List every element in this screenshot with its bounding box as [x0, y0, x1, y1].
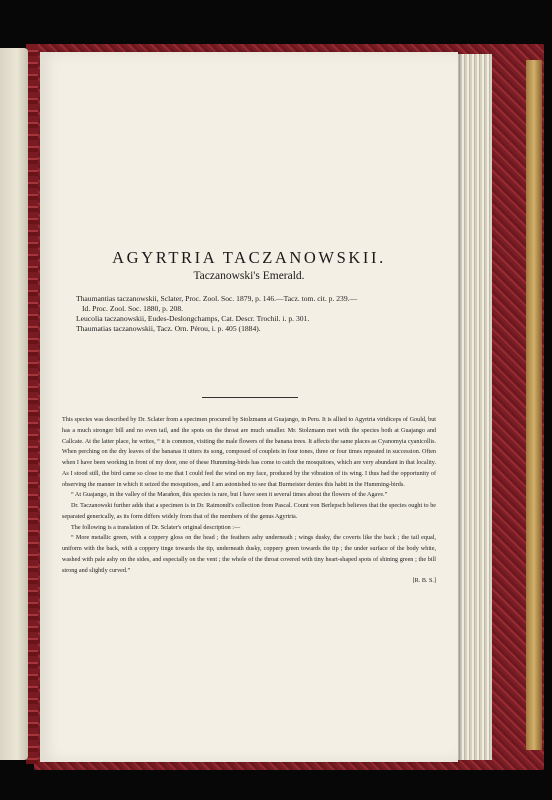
paragraph: The following is a translation of Dr. Sclater's original description :—	[71, 524, 241, 531]
signature-row	[62, 576, 436, 587]
body-text	[62, 415, 436, 587]
common-name: Taczanowski's Emerald.	[193, 270, 305, 282]
divider-rule	[202, 397, 298, 398]
gilt-edge	[526, 60, 542, 750]
author-signature: [R. B. S.]	[412, 578, 436, 585]
paragraph: Dr. Taczanowski further adds that a specimen is in Dr. Raimondi's collection from Pascal. Count von Berlepsch believes that the species ought to be separated generically, as its form differs widely from that of the members of the genus Agyrtria.	[62, 503, 436, 520]
synonym-line: Leucolia taczanowskii, Eudes-Deslongchamps, Cat. Descr. Trochil. i. p. 301.	[76, 314, 310, 323]
book-page	[40, 52, 458, 762]
paragraph: This species was described by Dr. Sclater from a specimen procured by Stolzmann at Guajango, in Peru. It is allied to Agyrtria viridiceps of Gould, but has a much stronger bill and no even tail, and the spots on the throat are much smaller. Mr. Stolzmann met with the species both at Guajango and Callcate. At the latter place, he writes, “ it is common, visiting the male flowers of the banana trees. It affects the same places as Cyanomyia cyanicollis. When perching on the dry leaves of the bananas it utters its song, composed of couplets in four tones, three or four times repeated in succession. Often when I have been working in front of my door, one of these Humming-birds has come to catch the mosquitoes, which are very abundant in that locality. As I stood still, the bird came so close to me that I could feel the wind on my face, produced by the vibration of its wing. I thus had the opportunity of observing the manner in which it seized the mosquitoes, and I am astonished to see that Burmeister denies this habit in the Humming-birds.	[62, 417, 436, 488]
synonym-line: Thaumatias taczanowskii, Tacz. Orn. Pérou, i. p. 405 (1884).	[76, 324, 261, 333]
paragraph: “ At Guajango, in the valley of the Marañon, this species is rare, but I have seen it several times about the flowers of the Agave.”	[71, 492, 388, 499]
left-page-edge	[0, 48, 28, 760]
paragraph: “ More metallic green, with a coppery gloss on the head ; the feathers ashy underneath ; wings dusky, the coverts like the back ; the tail equal, uniform with the back, with a coppery tinge towards the tip, underneath dusky, coppery green towards the tip ; the under surface of the body white, washed with pale ashy on the sides, and especially on the vent ; the whole of the throat covered with tiny heart-shaped spots of shining green ; the bill strong and slightly curved.”	[62, 535, 436, 574]
synonym-line: Thaumantias taczanowskii, Sclater, Proc. Zool. Soc. 1879, p. 146.—Tacz. tom. cit. p. 239.—	[76, 294, 358, 303]
species-title: AGYRTRIA TACZANOWSKII.	[112, 248, 386, 267]
synonym-line: Id. Proc. Zool. Soc. 1880, p. 208.	[82, 304, 184, 313]
